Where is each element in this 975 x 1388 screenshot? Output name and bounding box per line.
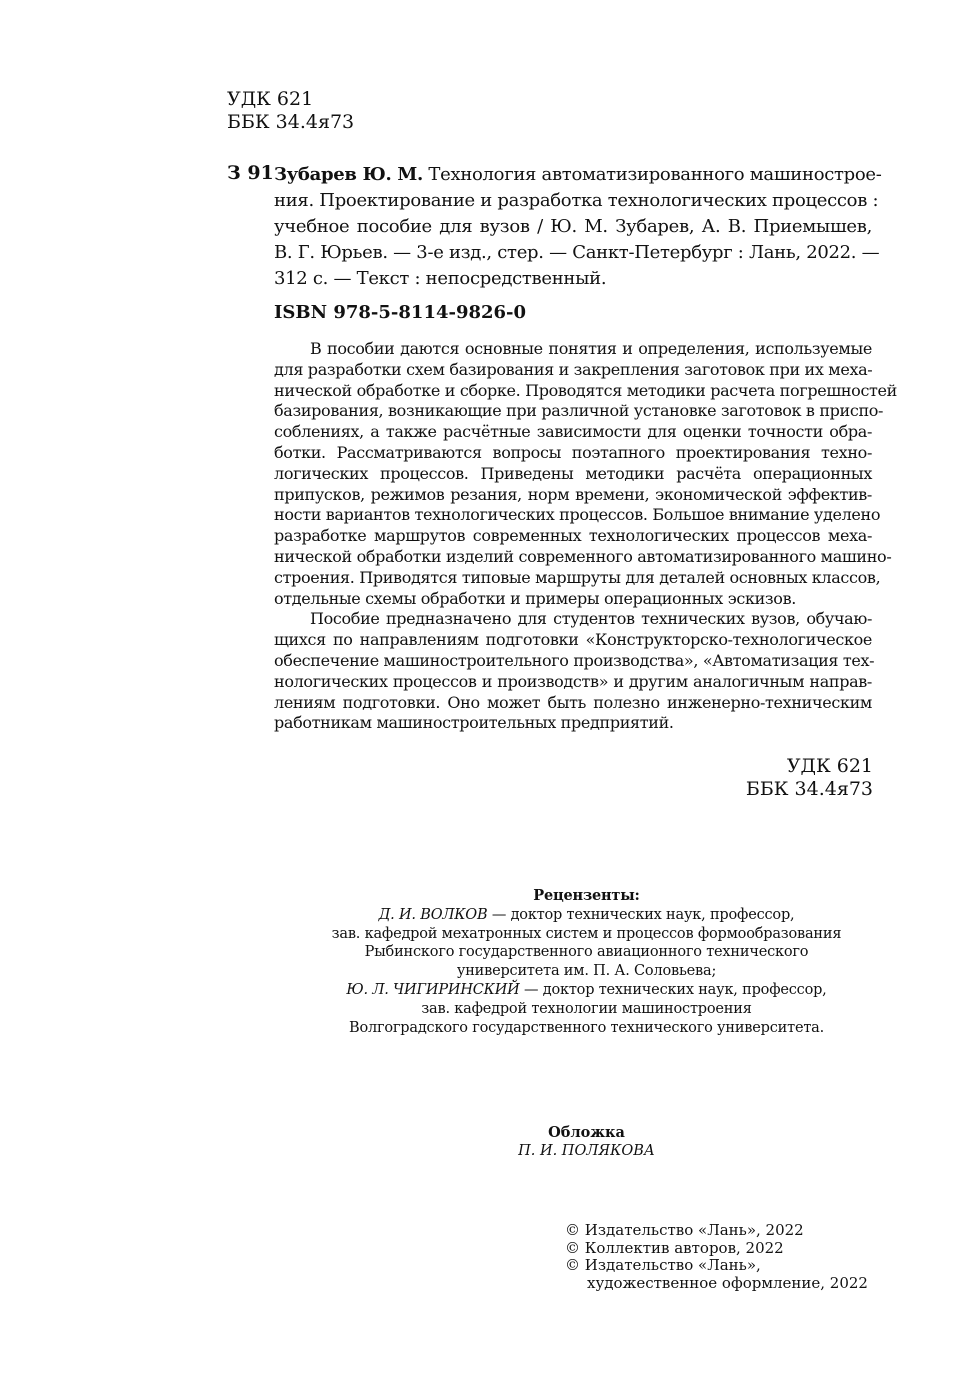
annotation-line: лениям подготовки. Оно может быть полезно инженерно-техническим [274,692,872,712]
annotation-line: логических процессов. Приведены методики расчёта операционных [274,463,872,483]
cover-credit [300,1123,873,1161]
cover-artist: П. И. ПОЛЯКОВА [518,1143,655,1159]
reviewer-name: Ю. Л. ЧИГИРИНСКИЙ [346,981,520,998]
author-sign: З 91 [227,162,274,184]
isbn: ISBN 978-5-8114-9826-0 [274,302,527,323]
annotation-line: базирования, возникающие при различной установке заготовок в приспо- [274,401,884,421]
entry-author: Зубарев Ю. М. [274,164,423,185]
copyright-line: © Издательство «Лань», 2022 [565,1221,804,1239]
udk-block-bottom [746,755,873,801]
bbk-code: ББК 34.4я73 [227,111,355,133]
reviewers-header: Рецензенты: [533,887,640,904]
annotation-line: щихся по направлениям подготовки «Конструкторско-технологическое [274,630,872,650]
entry-line: Зубарев Ю. М. Технология автоматизированного машинострое- [274,164,882,185]
annotation-line: нологических процессов и производств» и другим аналогичным направ- [274,671,872,691]
copyright-block [565,1222,868,1292]
annotation [274,339,897,734]
entry-line: В. Г. Юрьев. — 3-е изд., стер. — Санкт-Петербург : Лань, 2022. — [274,242,880,263]
annotation-line: В пособии даются основные понятия и определения, используемые [310,339,872,358]
copyright-line: © Коллектив авторов, 2022 [565,1238,784,1257]
annotation-line: для разработки схем базирования и закрепления заготовок при их меха- [274,359,873,379]
annotation-line: нической обработки изделий современного автоматизированного машино- [274,546,892,566]
reviewer-line: Рыбинского государственного авиационного технического [364,944,809,961]
annotation-line: работникам машиностроительных предприятий. [274,713,674,733]
entry-line: 312 с. — Текст : непосредственный. [274,268,607,289]
udk-block-top [227,88,354,134]
reviewer-name: Д. И. ВОЛКОВ [378,906,488,923]
bibliographic-entry [274,162,882,292]
reviewer-line: зав. кафедрой мехатронных систем и процессов формообразования [331,925,842,942]
annotation-line: нической обработке и сборке. Проводятся методики расчета погрешностей [274,380,897,400]
entry-line: учебное пособие для вузов / Ю. М. Зубарев, А. В. Приемышев, [274,216,872,237]
annotation-line: обеспечение машиностроительного производства», «Автоматизация тех- [274,650,875,670]
reviewer-line: Ю. Л. ЧИГИРИНСКИЙ — доктор технических наук, профессор, [346,981,827,998]
reviewer-line: зав. кафедрой технологии машиностроения [421,1000,752,1017]
annotation-line: соблениях, а также расчётные зависимости для оценки точности обра- [274,422,872,442]
reviewer-line: Д. И. ВОЛКОВ — доктор технических наук, профессор, [378,906,795,923]
copyright-line: художественное оформление, 2022 [587,1273,868,1292]
udk-code: УДК 621 [786,755,873,777]
cover-header: Обложка [548,1124,625,1141]
annotation-line: припусков, режимов резания, норм времени, экономической эффектив- [274,484,872,504]
annotation-line: строения. Приводятся типовые маршруты для деталей основных классов, [274,567,881,587]
entry-line: ния. Проектирование и разработка технологических процессов : [274,190,879,211]
annotation-line: разработке маршрутов современных технологических процессов меха- [274,526,872,546]
reviewer-line: университета им. П. А. Соловьева; [456,963,717,980]
annotation-line: отдельные схемы обработки и примеры операционных эскизов. [274,588,796,608]
udk-code: УДК 621 [227,88,314,110]
reviewers-block [300,887,873,1037]
annotation-line: ботки. Рассматриваются вопросы поэтапного проектирования техно- [274,442,872,462]
reviewer-line: Волгоградского государственного технического университета. [348,1019,824,1036]
annotation-line: ности вариантов технологических процессов. Большое внимание уделено [274,505,881,525]
bbk-code: ББК 34.4я73 [745,778,873,800]
annotation-line: Пособие предназначено для студентов технических вузов, обучаю- [310,609,872,629]
copyright-line: © Издательство «Лань», [565,1256,761,1274]
